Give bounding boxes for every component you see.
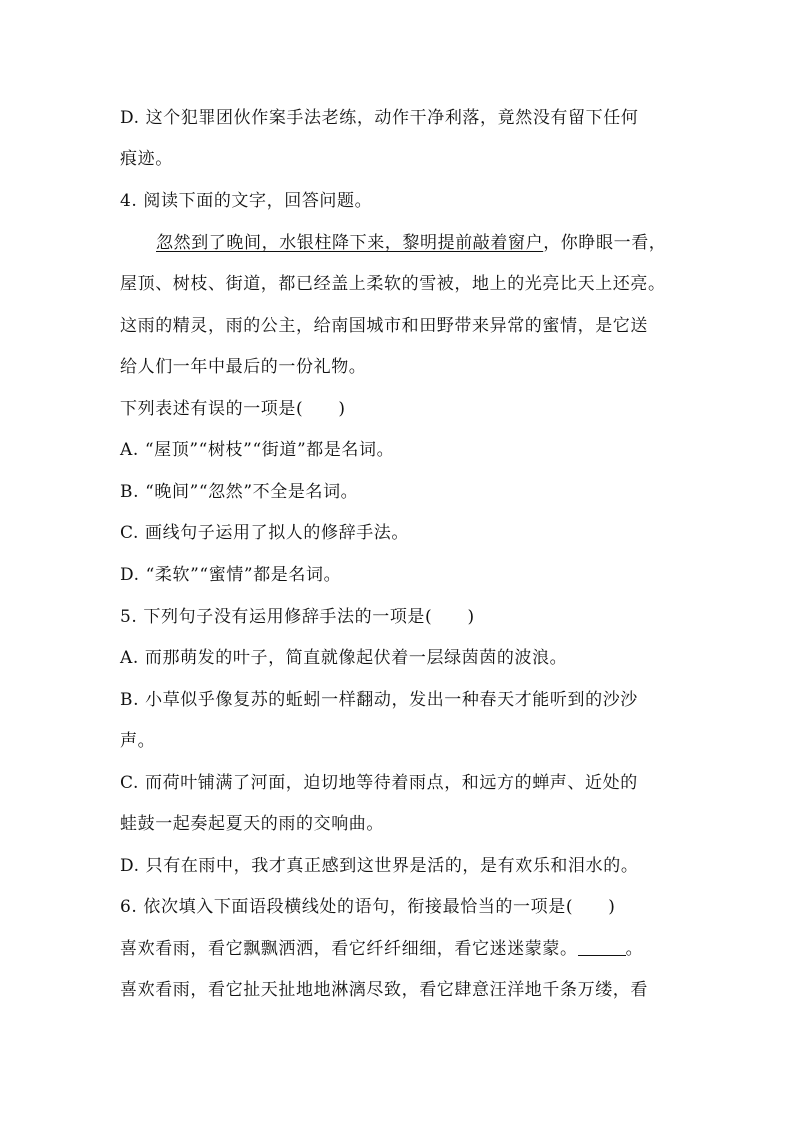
q4-option-d: D. “柔软”“蜜情”都是名词。 [120,565,342,585]
q6-stem: 6. 依次填入下面语段横线处的语句，衔接最恰当的一项是( ) [120,897,616,917]
q6-passage-line-2: 喜欢看雨，看它扯天扯地地淋漓尽致，看它肆意汪洋地千条万缕，看 [120,980,648,1000]
q5-option-b-cont: 声。 [120,731,156,751]
q5-option-d: D. 只有在雨中，我才真正感到这世界是活的，是有欢乐和泪水的。 [120,856,639,876]
q6-period: 。 [625,939,644,959]
q5-option-a: A. 而那萌发的叶子，简直就像起伏着一层绿茵茵的波浪。 [120,648,568,668]
q4-option-c: C. 画线句子运用了拟人的修辞手法。 [120,523,410,543]
q4-question: 下列表述有误的一项是( ) [120,399,346,419]
q5-option-c-cont: 蛙鼓一起奏起夏天的雨的交响曲。 [120,814,384,834]
fill-in-blank [578,939,626,956]
q4-option-a: A. “屋顶”“树枝”“街道”都是名词。 [120,440,395,460]
q4-passage-line-2: 屋顶、树枝、街道，都已经盖上柔软的雪被，地上的光亮比天上还亮。 [120,274,666,294]
passage-line-1-rest: ，你睁眼一看， [543,233,667,253]
q5-stem: 5. 下列句子没有运用修辞手法的一项是( ) [120,607,475,627]
q6-passage-line-1 [120,937,700,961]
q4-passage-line-4: 给人们一年中最后的一份礼物。 [120,357,367,377]
q3-option-d: D. 这个犯罪团伙作案手法老练，动作干净利落，竟然没有留下任何 [120,108,639,128]
q4-option-b: B. “晚间”“忽然”不全是名词。 [120,482,359,502]
q5-option-b: B. 小草似乎像复苏的蚯蚓一样翻动，发出一种春天才能听到的沙沙 [120,690,638,710]
q5-option-c: C. 而荷叶铺满了河面，迫切地等待着雨点，和远方的蝉声、近处的 [120,773,638,793]
q4-stem: 4. 阅读下面的文字，回答问题。 [120,191,373,211]
q6-passage-text: 喜欢看雨，看它飘飘洒洒，看它纤纤细细，看它迷迷蒙蒙。 [120,939,578,959]
q4-passage-line-1 [156,231,726,255]
underlined-sentence: 忽然到了晚间，水银柱降下来，黎明提前敲着窗户 [156,233,544,253]
q3-option-d-cont: 痕迹。 [120,149,173,169]
q4-passage-line-3: 这雨的精灵，雨的公主，给南国城市和田野带来异常的蜜情，是它送 [120,316,648,336]
